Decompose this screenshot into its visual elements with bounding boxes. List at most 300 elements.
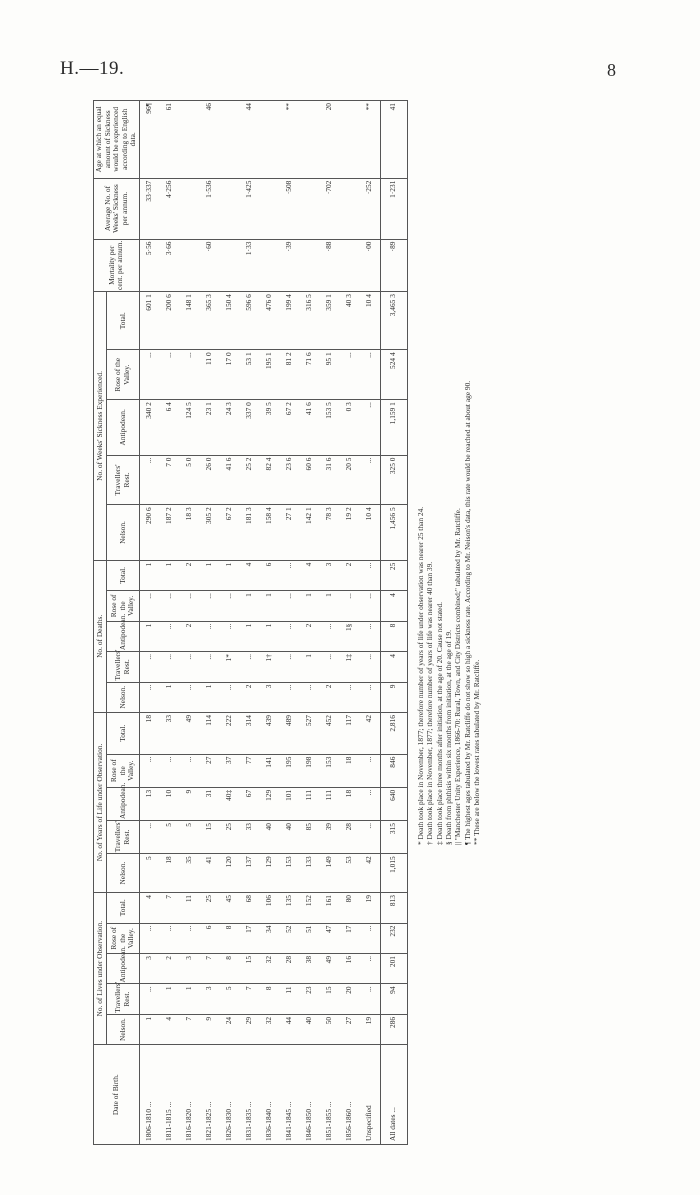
years-cell: 18 [139, 712, 160, 754]
deaths-cell: ... [139, 591, 160, 621]
date-of-birth-cell: 1816-1820 ... [180, 1045, 200, 1145]
years-cell: 141 [260, 754, 280, 787]
equivalent-age-cell: 96¶ [139, 101, 160, 179]
weeks-cell: 20 5 [340, 455, 360, 505]
lives-cell: 52 [280, 923, 300, 953]
weeks-cell: 5 0 [180, 455, 200, 505]
lives-cell: 44 [280, 1014, 300, 1044]
weeks-cell: 200 6 [160, 292, 180, 350]
mortality-cell: 3·66 [160, 239, 180, 292]
weeks-cell: 17 0 [220, 350, 240, 400]
deaths-cell: ... [280, 560, 300, 590]
lives-cell: 17 [340, 923, 360, 953]
lives-cell: ... [139, 984, 160, 1014]
table-row [320, 101, 340, 1145]
average-weeks-cell: 33·337 [139, 178, 160, 239]
deaths-cell: ... [240, 652, 260, 682]
deaths-cell: 1 [300, 591, 320, 621]
lives-cell: ... [360, 984, 381, 1014]
weeks-nelson-header: Nelson. [107, 505, 139, 560]
deaths-cell: ... [280, 652, 300, 682]
mortality-cell: ·00 [360, 239, 381, 292]
lives-cell: 1 [180, 984, 200, 1014]
date-of-birth-cell: 1856-1860 ... [340, 1045, 360, 1145]
average-header: Average No. of Weeks' Sickness per annum. [94, 178, 140, 239]
deaths-cell: 1 [160, 560, 180, 590]
table-row [340, 101, 360, 1145]
deaths-cell: 1* [220, 652, 240, 682]
years-cell: 37 [220, 754, 240, 787]
lives-cell: 813 [380, 893, 407, 924]
deaths-cell: ... [220, 591, 240, 621]
weeks-cell: 337 0 [240, 400, 260, 455]
equivalent-age-cell: 61 [160, 101, 180, 179]
equivalent-age-cell [300, 101, 320, 179]
weeks-cell: 150 4 [220, 292, 240, 350]
weeks-cell: ... [360, 455, 381, 505]
rotated-page-content [93, 100, 513, 1145]
years-cell: 5 [139, 854, 160, 893]
deaths-cell: 4 [300, 560, 320, 590]
deaths-cell: ... [180, 591, 200, 621]
years-cell: 25 [220, 821, 240, 854]
sickness-statistics-table [93, 100, 408, 1145]
weeks-cell: 67 2 [280, 400, 300, 455]
footnote: ** These are below the lowest rates tabulated by Mr. Ratcliffe. [472, 659, 482, 845]
lives-cell: 286 [380, 1014, 407, 1044]
deaths-cell: ... [139, 652, 160, 682]
deaths-cell: 1 [200, 560, 220, 590]
deaths-cell: 2 [320, 682, 340, 712]
deaths-rose-header: Rose of the Valley. [107, 591, 139, 621]
years-cell: 85 [300, 821, 320, 854]
deaths-cell: 25 [380, 560, 407, 590]
deaths-cell: 2 [300, 621, 320, 651]
weeks-cell: 476 0 [260, 292, 280, 350]
weeks-cell: 142 1 [300, 505, 320, 560]
deaths-cell: 6 [260, 560, 280, 590]
years-cell: 15 [200, 821, 220, 854]
mortality-cell: ·60 [200, 239, 220, 292]
years-cell: 67 [240, 787, 260, 820]
weeks-cell: 187 2 [160, 505, 180, 560]
weeks-cell: 24 3 [220, 400, 240, 455]
years-cell: 33 [160, 712, 180, 754]
years-cell: 35 [180, 854, 200, 893]
deaths-cell: ... [200, 652, 220, 682]
lives-cell: 8 [220, 953, 240, 983]
years-cell: 111 [320, 787, 340, 820]
years-cell: 2,816 [380, 712, 407, 754]
years-cell: 137 [240, 854, 260, 893]
years-cell: 40 [260, 821, 280, 854]
weeks-cell: 39 5 [260, 400, 280, 455]
years-cell: ... [139, 821, 160, 854]
years-cell: 42 [360, 712, 381, 754]
deaths-cell: ... [160, 652, 180, 682]
deaths-cell: 4 [380, 591, 407, 621]
weeks-cell: 53 1 [240, 350, 260, 400]
years-cell: ... [139, 754, 160, 787]
lives-cell: 32 [260, 953, 280, 983]
lives-cell: 1 [160, 984, 180, 1014]
lives-cell: 11 [280, 984, 300, 1014]
years-cell: 40 [280, 821, 300, 854]
average-weeks-cell: 1·425 [240, 178, 260, 239]
mortality-cell: 1·33 [240, 239, 260, 292]
years-cell: 18 [340, 754, 360, 787]
deaths-cell: ... [360, 652, 381, 682]
lives-cell: 47 [320, 923, 340, 953]
years-cell: 101 [280, 787, 300, 820]
weeks-travellers-header: Travellers' Rest. [107, 455, 139, 505]
weeks-cell: 158 4 [260, 505, 280, 560]
weeks-cell: 359 1 [320, 292, 340, 350]
mortality-cell [300, 239, 320, 292]
weeks-cell: ... [139, 455, 160, 505]
deaths-cell: 1 [220, 560, 240, 590]
weeks-cell: 181 3 [240, 505, 260, 560]
weeks-cell: ... [139, 350, 160, 400]
deaths-cell: 2 [340, 560, 360, 590]
lives-cell: ... [360, 923, 381, 953]
years-cell: 489 [280, 712, 300, 754]
lives-cell: 24 [220, 1014, 240, 1044]
weeks-cell: ... [340, 350, 360, 400]
table-row [220, 101, 240, 1145]
deaths-cell: ... [360, 621, 381, 651]
years-cell: 129 [260, 854, 280, 893]
lives-cell: 201 [380, 953, 407, 983]
deaths-cell: ... [340, 682, 360, 712]
years-nelson-header: Nelson. [107, 854, 139, 893]
deaths-cell: ... [180, 682, 200, 712]
weeks-cell: 3,465 3 [380, 292, 407, 350]
date-of-birth-cell: 1846-1850 ... [300, 1045, 320, 1145]
table-row [180, 101, 200, 1145]
deaths-cell: 1 [260, 591, 280, 621]
lives-cell: 15 [240, 953, 260, 983]
lives-cell: 40 [300, 1014, 320, 1044]
average-weeks-cell: 1·536 [200, 178, 220, 239]
deaths-cell: ... [360, 591, 381, 621]
weeks-cell: 41 6 [220, 455, 240, 505]
weeks-antipodean-header: Antipodean. [107, 400, 139, 455]
years-cell: ... [360, 787, 381, 820]
lives-cell: 4 [139, 893, 160, 924]
deaths-cell: 1§ [340, 621, 360, 651]
years-cell: 153 [280, 854, 300, 893]
date-of-birth-cell: Unspecified [360, 1045, 381, 1145]
average-weeks-cell [300, 178, 320, 239]
deaths-cell: ... [280, 591, 300, 621]
report-code: H.—19. [60, 58, 125, 79]
years-antipodean-header: Antipodean. [107, 787, 139, 820]
weeks-cell: 31 6 [320, 455, 340, 505]
lives-cell: 152 [300, 893, 320, 924]
deaths-cell: 4 [240, 560, 260, 590]
deaths-cell: 8 [380, 621, 407, 651]
weeks-cell: 10 4 [360, 292, 381, 350]
lives-cell: 80 [340, 893, 360, 924]
lives-cell: 106 [260, 893, 280, 924]
equivalent-age-cell: ** [360, 101, 381, 179]
footnote: ¶ The highest ages tabulated by Mr. Ratcliffe do not show so high a sickness rate. According to Mr. Neison's data, this rate would be reached at about age 90. [462, 380, 472, 845]
mortality-cell: ·88 [320, 239, 340, 292]
lives-cell: 161 [320, 893, 340, 924]
years-cell: ... [360, 754, 381, 787]
equivalent-age-cell [180, 101, 200, 179]
weeks-cell: ... [180, 350, 200, 400]
mortality-cell [260, 239, 280, 292]
years-cell: 846 [380, 754, 407, 787]
lives-cell: 8 [220, 923, 240, 953]
equivalent-age-cell: 44 [240, 101, 260, 179]
years-cell: 41 [200, 854, 220, 893]
lives-cell: 5 [220, 984, 240, 1014]
weeks-cell: 78 3 [320, 505, 340, 560]
deaths-cell: 3 [320, 560, 340, 590]
table-row [240, 101, 260, 1145]
average-weeks-cell: 1·231 [380, 178, 407, 239]
weeks-cell: 199 4 [280, 292, 300, 350]
deaths-cell: ... [340, 591, 360, 621]
lives-rose-header: Rose of the Valley. [107, 923, 139, 953]
lives-cell: 68 [240, 893, 260, 924]
lives-cell: 9 [200, 1014, 220, 1044]
years-cell: 153 [320, 754, 340, 787]
years-cell: 111 [300, 787, 320, 820]
weeks-cell: 0 3 [340, 400, 360, 455]
deaths-cell: 3 [260, 682, 280, 712]
table-row [139, 101, 160, 1145]
average-weeks-cell: ·508 [280, 178, 300, 239]
weeks-cell: 1,456 5 [380, 505, 407, 560]
weeks-cell: 10 4 [360, 505, 381, 560]
years-cell: ... [360, 821, 381, 854]
deaths-cell: ... [220, 682, 240, 712]
years-cell: 18 [160, 854, 180, 893]
date-of-birth-header: Date of Birth. [94, 1045, 140, 1145]
weeks-cell: 148 1 [180, 292, 200, 350]
weeks-cell: 19 2 [340, 505, 360, 560]
lives-cell: 232 [380, 923, 407, 953]
deaths-antipodean-header: Antipodean. [107, 621, 139, 651]
years-cell: 27 [200, 754, 220, 787]
equivalent-age-cell [220, 101, 240, 179]
weeks-cell: 27 1 [280, 505, 300, 560]
lives-cell: 23 [300, 984, 320, 1014]
weeks-cell: 195 1 [260, 350, 280, 400]
date-of-birth-cell: 1826-1830 ... [220, 1045, 240, 1145]
years-cell: 40‡ [220, 787, 240, 820]
years-cell: 49 [180, 712, 200, 754]
deaths-cell: 1 [139, 621, 160, 651]
mortality-cell [180, 239, 200, 292]
weeks-cell: 18 3 [180, 505, 200, 560]
deaths-cell: 1‡ [340, 652, 360, 682]
years-cell: ... [160, 754, 180, 787]
deaths-cell: 2 [180, 621, 200, 651]
lives-cell: 32 [260, 1014, 280, 1044]
table-row [280, 101, 300, 1145]
lives-cell: 135 [280, 893, 300, 924]
weeks-cell: ... [360, 350, 381, 400]
date-of-birth-cell: 1821-1825 ... [200, 1045, 220, 1145]
years-cell: 42 [360, 854, 381, 893]
deaths-cell: 1 [240, 591, 260, 621]
mortality-header: Mortality per cent. per annum. [94, 239, 140, 292]
table-total [380, 101, 407, 1145]
weeks-cell: 153 5 [320, 400, 340, 455]
date-of-birth-cell: 1851-1855 ... [320, 1045, 340, 1145]
weeks-cell: 340 2 [139, 400, 160, 455]
table-row [300, 101, 320, 1145]
deaths-nelson-header: Nelson. [107, 682, 139, 712]
lives-cell: 16 [340, 953, 360, 983]
lives-antipodean-header: Antipodean. [107, 953, 139, 983]
lives-cell: 7 [160, 893, 180, 924]
table-row [360, 101, 381, 1145]
lives-cell: 7 [180, 1014, 200, 1044]
years-cell: 31 [200, 787, 220, 820]
weeks-cell: 6 4 [160, 400, 180, 455]
average-weeks-cell [220, 178, 240, 239]
mortality-cell: 5·56 [139, 239, 160, 292]
lives-header: No. of Lives under Observation. [94, 893, 107, 1045]
lives-cell: 20 [340, 984, 360, 1014]
lives-cell: 49 [320, 953, 340, 983]
weeks-cell: 124 5 [180, 400, 200, 455]
equivalent-age-cell: 41 [380, 101, 407, 179]
weeks-cell: 524 4 [380, 350, 407, 400]
equivalent-age-cell [340, 101, 360, 179]
lives-cell: ... [180, 923, 200, 953]
lives-cell: 34 [260, 923, 280, 953]
deaths-cell: 1 [139, 560, 160, 590]
equivalent-age-cell [260, 101, 280, 179]
lives-cell: 28 [280, 953, 300, 983]
footnote: || "Manchester Unity Experience, 1866-70: Rural, Town, and City Districts combined;" tabulated by Mr. Ratcliffe. [453, 508, 463, 845]
weeks-cell: 60 6 [300, 455, 320, 505]
equivalent-age-cell: ** [280, 101, 300, 179]
weeks-cell: 305 2 [200, 505, 220, 560]
lives-cell: 15 [320, 984, 340, 1014]
deaths-cell: 1 [160, 682, 180, 712]
weeks-cell: 82 4 [260, 455, 280, 505]
years-cell: 439 [260, 712, 280, 754]
weeks-total-header: Total. [107, 292, 139, 350]
weeks-cell: 23 6 [280, 455, 300, 505]
weeks-cell: 71 6 [300, 350, 320, 400]
weeks-cell: 26 0 [200, 455, 220, 505]
weeks-cell: 290 6 [139, 505, 160, 560]
footnote: ‡ Death took place three months after initiation, at the age of 20. Cause not stated. [434, 602, 444, 845]
years-cell: 77 [240, 754, 260, 787]
deaths-cell: 1 [260, 621, 280, 651]
years-cell: 198 [300, 754, 320, 787]
weeks-cell: 95 1 [320, 350, 340, 400]
average-weeks-cell: ·702 [320, 178, 340, 239]
lives-cell: 3 [180, 953, 200, 983]
deaths-cell: ... [220, 621, 240, 651]
years-cell: 133 [300, 854, 320, 893]
deaths-cell: ... [160, 621, 180, 651]
years-cell: 53 [340, 854, 360, 893]
total-row [380, 101, 407, 1145]
weeks-cell: 325 0 [380, 455, 407, 505]
weeks-cell: ... [160, 350, 180, 400]
average-weeks-cell [260, 178, 280, 239]
deaths-cell: ... [360, 682, 381, 712]
years-cell: 527 [300, 712, 320, 754]
lives-cell: 45 [220, 893, 240, 924]
mortality-cell [340, 239, 360, 292]
lives-cell: 11 [180, 893, 200, 924]
years-cell: 10 [160, 787, 180, 820]
table-body [139, 101, 380, 1145]
lives-cell: 19 [360, 1014, 381, 1044]
deaths-cell: ... [300, 682, 320, 712]
date-of-birth-cell: 1806-1810 ... [139, 1045, 160, 1145]
weeks-cell: 7 0 [160, 455, 180, 505]
years-cell: 9 [180, 787, 200, 820]
footnotes [416, 100, 482, 845]
footnote: * Death took place in November, 1877; therefore number of years of life under observation was nearer 25 than 24. [415, 506, 425, 845]
lives-cell: 29 [240, 1014, 260, 1044]
deaths-cell: ... [180, 652, 200, 682]
weeks-cell: 601 1 [139, 292, 160, 350]
deaths-header: No. of Deaths. [94, 560, 107, 712]
deaths-cell: 1 [320, 591, 340, 621]
weeks-cell: 40 3 [340, 292, 360, 350]
lives-cell: 7 [240, 984, 260, 1014]
footnote: † Death took place in November, 1877; therefore number of years of life was nearer 40 than 39. [425, 561, 435, 845]
weeks-cell: 23 1 [200, 400, 220, 455]
years-cell: 149 [320, 854, 340, 893]
weeks-cell: 11 0 [200, 350, 220, 400]
lives-cell: 27 [340, 1014, 360, 1044]
deaths-cell: ... [200, 591, 220, 621]
date-of-birth-cell: 1811-1815 ... [160, 1045, 180, 1145]
average-weeks-cell [340, 178, 360, 239]
lives-cell: 3 [200, 984, 220, 1014]
years-cell: 39 [320, 821, 340, 854]
years-cell: 117 [340, 712, 360, 754]
weeks-cell: 41 6 [300, 400, 320, 455]
lives-cell: 51 [300, 923, 320, 953]
lives-cell: 8 [260, 984, 280, 1014]
deaths-travellers-header: Travellers' Rest. [107, 652, 139, 682]
years-cell: 129 [260, 787, 280, 820]
years-header: No. of Years of Life under Observation. [94, 712, 107, 892]
equivalent-age-cell: 20 [320, 101, 340, 179]
weeks-cell: 1,159 1 [380, 400, 407, 455]
table-row [160, 101, 180, 1145]
deaths-cell: ... [139, 682, 160, 712]
date-of-birth-cell: 1841-1845 ... [280, 1045, 300, 1145]
deaths-cell: 2 [240, 682, 260, 712]
weeks-cell: 596 6 [240, 292, 260, 350]
years-cell: ... [180, 754, 200, 787]
deaths-cell: 1† [260, 652, 280, 682]
deaths-cell: ... [280, 682, 300, 712]
years-cell: 195 [280, 754, 300, 787]
average-weeks-cell: ·252 [360, 178, 381, 239]
deaths-cell: 1 [300, 652, 320, 682]
lives-cell: 17 [240, 923, 260, 953]
deaths-cell: 4 [380, 652, 407, 682]
